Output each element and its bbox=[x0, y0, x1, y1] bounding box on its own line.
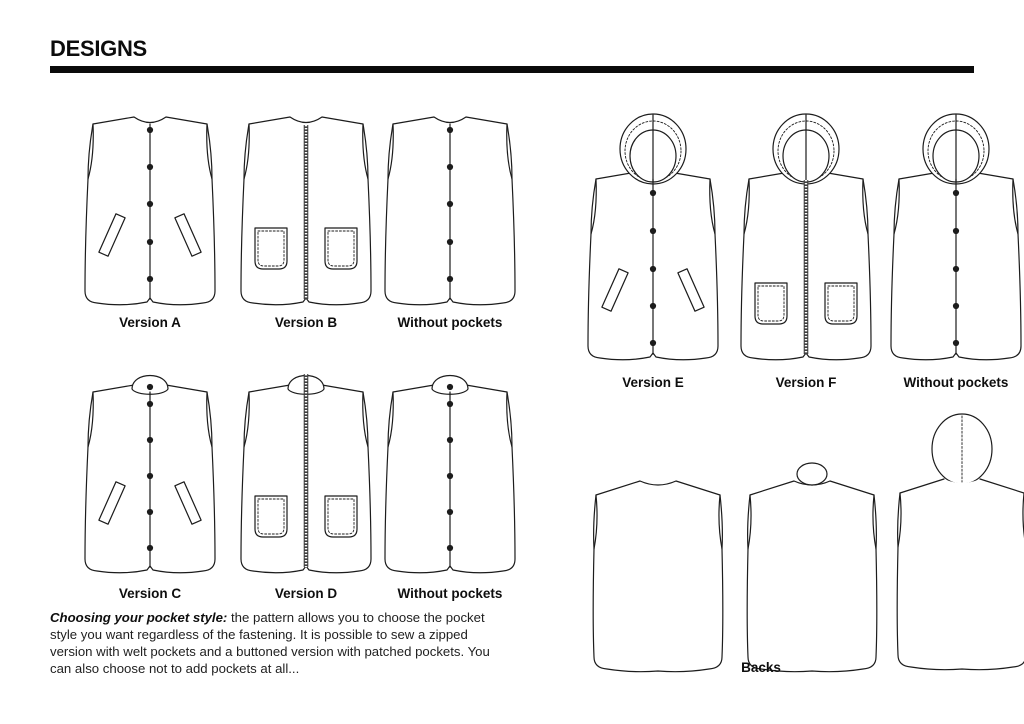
design-version-e bbox=[585, 113, 721, 390]
title-rule bbox=[50, 66, 974, 73]
garment-front-drawing bbox=[82, 111, 218, 306]
garment-back-drawing bbox=[588, 473, 728, 673]
figure-caption: Without pockets bbox=[397, 586, 503, 601]
garment-front-drawing bbox=[585, 113, 721, 363]
figure-caption: Version F bbox=[775, 375, 837, 390]
figure-caption: Without pockets bbox=[903, 375, 1009, 390]
garment-front-drawing bbox=[382, 111, 518, 306]
garment-front-drawing bbox=[382, 368, 518, 574]
garment-front-drawing bbox=[238, 111, 374, 306]
backs-caption: Backs bbox=[741, 660, 781, 675]
garment-back-drawing bbox=[742, 459, 882, 673]
design-version-f bbox=[738, 113, 874, 390]
garment-front-drawing bbox=[738, 113, 874, 363]
figure-caption: Version C bbox=[118, 586, 182, 601]
garment-front-drawing bbox=[238, 368, 374, 574]
note-body: the pattern allows you to choose the pocket style you want regardless of the fastening. It is possible to sew a zipped version with welt pockets and a buttoned version with patched pockets. You can also choose not to add pockets at all... bbox=[50, 610, 490, 676]
design-version-c bbox=[82, 368, 218, 601]
figure-caption: Without pockets bbox=[397, 315, 503, 330]
back-view-collar bbox=[742, 459, 882, 673]
design-without-pockets-hood bbox=[888, 113, 1024, 390]
back-view-hood bbox=[892, 413, 1024, 673]
note-lead: Choosing your pocket style: bbox=[50, 610, 228, 625]
garment-back-drawing bbox=[892, 413, 1024, 673]
design-without-pockets-round bbox=[382, 111, 518, 330]
garment-front-drawing bbox=[82, 368, 218, 574]
design-version-b bbox=[238, 111, 374, 330]
figure-caption: Version E bbox=[622, 375, 684, 390]
design-version-d bbox=[238, 368, 374, 601]
figure-caption: Version D bbox=[274, 586, 338, 601]
figure-caption: Version B bbox=[274, 315, 338, 330]
garment-front-drawing bbox=[888, 113, 1024, 363]
pocket-style-note bbox=[50, 610, 502, 678]
design-version-a bbox=[82, 111, 218, 330]
figure-caption: Version A bbox=[119, 315, 181, 330]
back-view-plain bbox=[588, 473, 728, 673]
design-without-pockets-collar bbox=[382, 368, 518, 601]
page-title: DESIGNS bbox=[50, 36, 147, 61]
